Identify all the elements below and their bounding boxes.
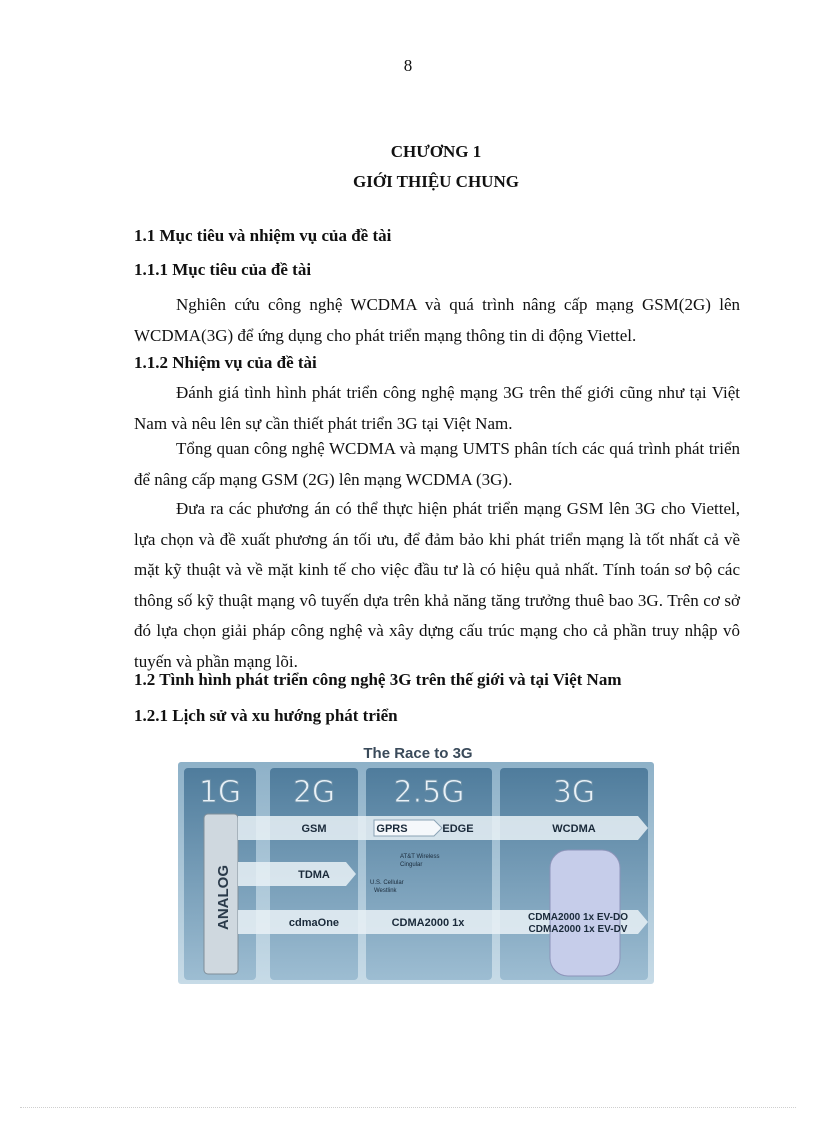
chapter-label: CHƯƠNG 1 — [390, 142, 482, 161]
section-heading-1-2-1: 1.2.1 Lịch sử và xu hướng phát triển — [134, 706, 398, 725]
label-tdma: TDMA — [298, 869, 330, 881]
paragraph-task-3 — [134, 494, 740, 678]
label-westlink: Westlink — [374, 888, 397, 894]
chapter-title: GIỚI THIỆU CHUNG — [353, 172, 519, 191]
label-cdma2000: CDMA2000 1x — [391, 917, 465, 929]
section-heading-1-1-1: 1.1.1 Mục tiêu của đề tài — [134, 260, 312, 279]
section-heading-1-1-2: 1.1.2 Nhiệm vụ của đề tài — [134, 353, 317, 372]
label-wcdma: WCDMA — [552, 823, 596, 835]
gen-1g: 1G — [198, 775, 242, 810]
label-us-cellular: U.S. Cellular — [370, 880, 404, 886]
label-gsm: GSM — [301, 823, 327, 835]
race-to-3g-figure — [178, 740, 654, 984]
label-att: AT&T Wireless — [400, 854, 440, 860]
paragraph-task-2 — [134, 434, 740, 495]
page-number: 8 — [403, 56, 413, 75]
paragraph-task-1 — [134, 378, 740, 439]
label-evdv: CDMA2000 1x EV-DV — [528, 924, 628, 935]
gen-2-5g: 2.5G — [393, 775, 465, 810]
gen-3g: 3G — [552, 775, 596, 810]
paragraph-objective — [134, 290, 740, 351]
label-gprs: GPRS — [376, 823, 408, 835]
analog-label: ANALOG — [215, 865, 232, 930]
paragraph-task-3-text: Đưa ra các phương án có thể thực hiện phát triển mạng GSM lên 3G cho Viettel, lựa chọn và đề xuất phương án tối ưu, để đảm bảo khi phát triển mạng là tốt nhất cả về mặt kỹ thuật và về mặt kinh tế cho việc đầu tư là có hiệu quả nhất. Tính toán sơ bộ các thông số kỹ thuật mạng vô tuyến dựa trên khả năng tăng trưởng thuê bao 3G. Trên cơ sở đó lựa chọn giải pháp công nghệ và xây dựng cấu trúc mạng cho cả phần truy nhập vô tuyến và phần mạng lõi. — [134, 499, 740, 671]
label-edge: EDGE — [442, 823, 474, 835]
arrow-tdma — [238, 862, 356, 886]
figure-title: The Race to 3G — [363, 745, 473, 762]
label-evdo: CDMA2000 1x EV-DO — [527, 912, 629, 923]
footer-rule — [20, 1107, 796, 1108]
gen-2g: 2G — [292, 775, 336, 810]
section-heading-1-1: 1.1 Mục tiêu và nhiệm vụ của đề tài — [134, 226, 392, 245]
paragraph-objective-text: Nghiên cứu công nghệ WCDMA và quá trình nâng cấp mạng GSM(2G) lên WCDMA(3G) để ứng dụng cho phát triển mạng thông tin di động Viettel. — [134, 295, 740, 345]
paragraph-task-1-text: Đánh giá tình hình phát triển công nghệ mạng 3G trên thế giới cũng như tại Việt Nam và nêu lên sự cần thiết phát triển 3G tại Việt Nam. — [134, 383, 740, 433]
label-cingular: Cingular — [400, 862, 423, 868]
section-heading-1-2: 1.2 Tình hình phát triển công nghệ 3G trên thế giới và tại Việt Nam — [134, 670, 622, 689]
paragraph-task-2-text: Tổng quan công nghệ WCDMA và mạng UMTS phân tích các quá trình phát triển để nâng cấp mạng GSM (2G) lên mạng WCDMA (3G). — [134, 439, 740, 489]
label-cdmaone: cdmaOne — [288, 917, 340, 929]
